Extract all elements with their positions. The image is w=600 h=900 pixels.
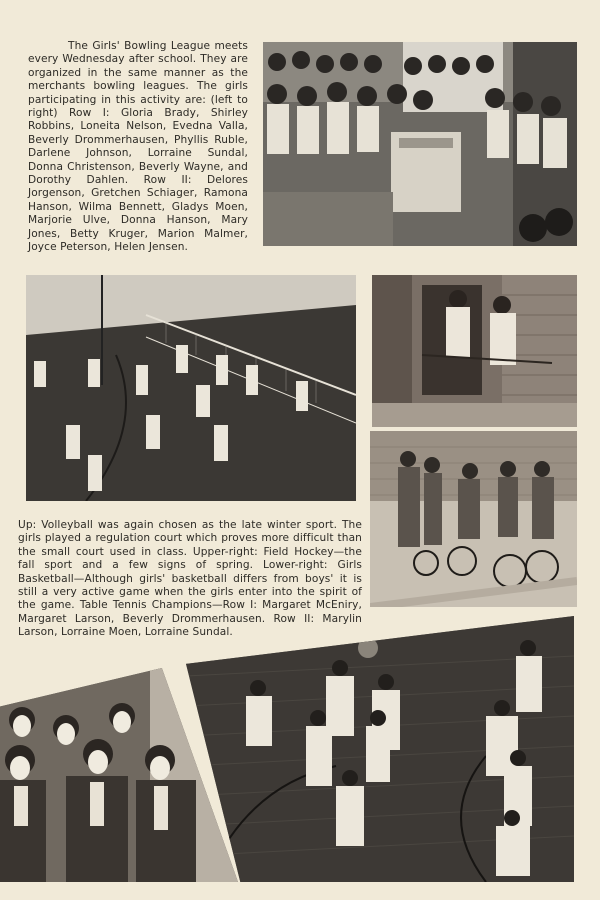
field-hockey-photo	[372, 275, 577, 427]
bowling-team-photo	[263, 42, 577, 246]
basketball-game-photo	[186, 616, 574, 882]
volleyball-caption: Up: Volleyball was again chosen as the late winter sport. The girls played a regulation court which proves more difficult than the small court used in class. Upper-right: Field Hockey—the fall sport and a few signs of spring. Lower-right: Girls Basketball—Although girls' basketball differs from boys' it is still a very active game when the girls enter into the spirit of the game. Table Tennis Champions—Row I: Margaret McEniry, Margaret Larson, Beverly Drommerhausen. Row II: Marylin Larson, Lorraine Moen, Lorraine Sundal.	[18, 519, 362, 639]
volleyball-game-photo	[26, 275, 356, 501]
girls-with-bicycles-photo	[370, 431, 577, 607]
bowling-caption: The Girls' Bowling League meets every Wednesday after school. They are organized in the same manner as the merchants bowling leagues. The girls participating in this activity are: (left to right) Row I: Gloria Brady, Shirley Robbins, Loneita Nelson, Evedna Valla, Beverly Drommerhausen, Phyllis Ruble, Darlene Johnson, Lorraine Sundal, Donna Christenson, Beverly Wayne, and Dorothy Dahlen. Row II: Delores Jorgenson, Gretchen Schiager, Ramona Hanson, Wilma Bennett, Gladys Moen, Marjorie Ulve, Donna Hanson, Mary Jones, Betty Kruger, Marion Malmer, Joyce Peterson, Helen Jensen.	[28, 40, 248, 254]
